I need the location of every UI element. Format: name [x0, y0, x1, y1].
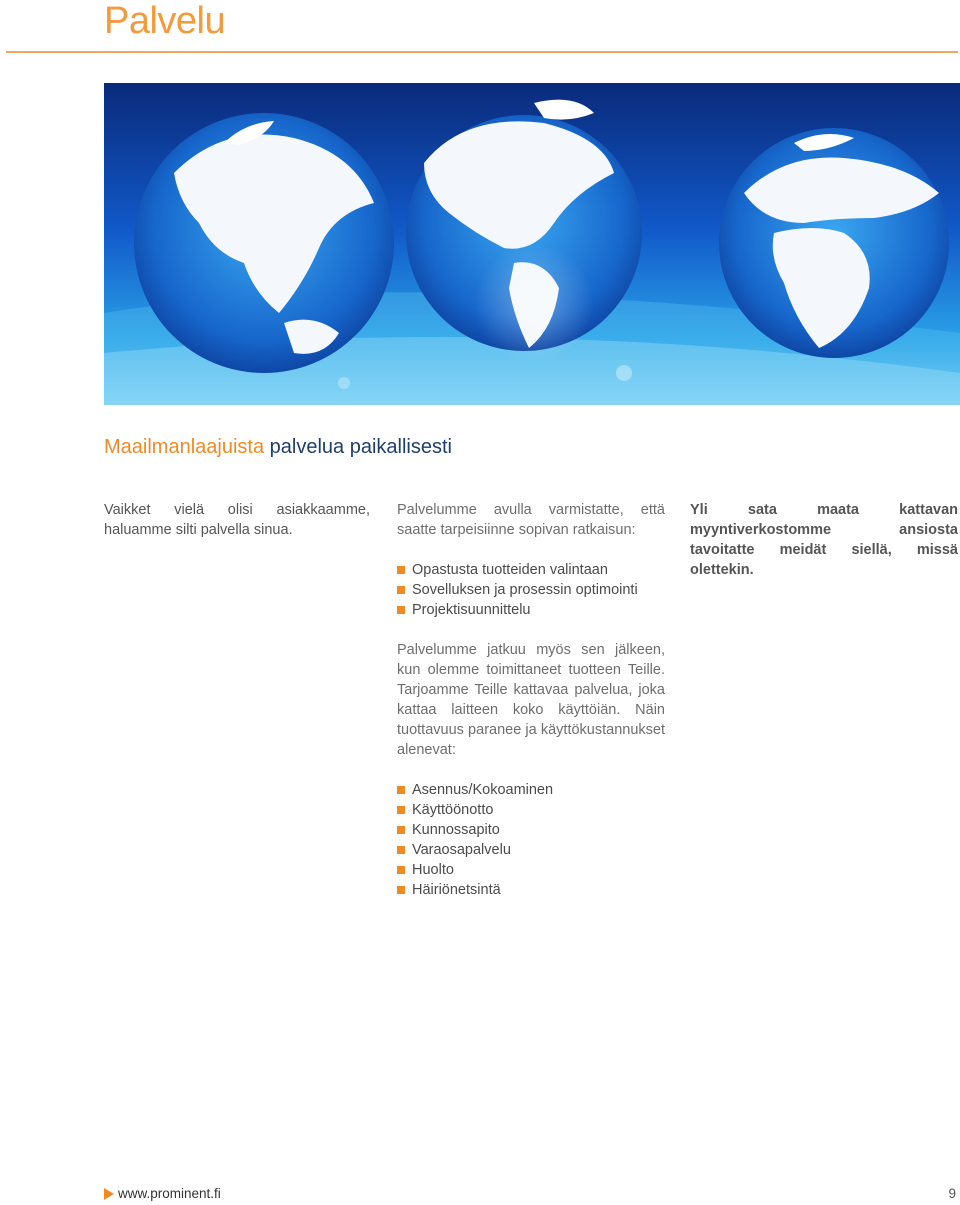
- list-item: Projektisuunnittelu: [397, 600, 665, 620]
- square-bullet-icon: [397, 886, 405, 894]
- list-item: Häiriönetsintä: [397, 880, 665, 900]
- square-bullet-icon: [397, 846, 405, 854]
- spacer: [397, 760, 665, 780]
- service-intro: Palvelumme avulla varmistatte, että saatte tarpeisiinne sopivan ratkaisun:: [397, 502, 665, 538]
- page-number: 9: [948, 1186, 956, 1201]
- square-bullet-icon: [397, 826, 405, 834]
- arrow-right-icon: [104, 1188, 114, 1200]
- square-bullet-icon: [397, 606, 405, 614]
- service-column: [397, 500, 665, 900]
- network-text: Yli sata maata kattavan myyntiverkostomme ansiosta tavoitatte meidät siellä, missä olettekin.: [690, 502, 958, 578]
- after-sale-text: Palvelumme jatkuu myös sen jälkeen, kun olemme toimittaneet tuotteen Teille. Tarjoamme Teille kattavaa palvelua, joka kattaa laitteen koko käyttöiän. Näin tuottavuus paranee ja käyttökustannukset alenevat:: [397, 642, 665, 758]
- square-bullet-icon: [397, 866, 405, 874]
- page-title: Palvelu: [104, 0, 226, 42]
- list-item: Asennus/Kokoaminen: [397, 780, 665, 800]
- after-sale-list: [397, 780, 665, 900]
- spacer: [397, 540, 665, 560]
- pre-sale-list: [397, 560, 665, 620]
- list-item: Opastusta tuotteiden valintaan: [397, 560, 665, 580]
- square-bullet-icon: [397, 566, 405, 574]
- square-bullet-icon: [397, 586, 405, 594]
- list-item: Huolto: [397, 860, 665, 880]
- section-heading-rest: palvelua paikallisesti: [269, 436, 452, 458]
- list-item: Varaosapalvelu: [397, 840, 665, 860]
- square-bullet-icon: [397, 786, 405, 794]
- spacer: [397, 620, 665, 640]
- list-item: Kunnossapito: [397, 820, 665, 840]
- section-heading: [104, 434, 452, 460]
- list-item: Sovelluksen ja prosessin optimointi: [397, 580, 665, 600]
- list-item: Käyttöönotto: [397, 800, 665, 820]
- globes-image: [104, 83, 960, 405]
- section-heading-accent: Maailmanlaajuista: [104, 436, 265, 458]
- title-divider: [6, 51, 958, 53]
- footer-link[interactable]: www.prominent.fi: [118, 1186, 221, 1201]
- intro-text: Vaikket vielä olisi asiakkaamme, haluamme silti palvella sinua.: [104, 502, 370, 538]
- square-bullet-icon: [397, 806, 405, 814]
